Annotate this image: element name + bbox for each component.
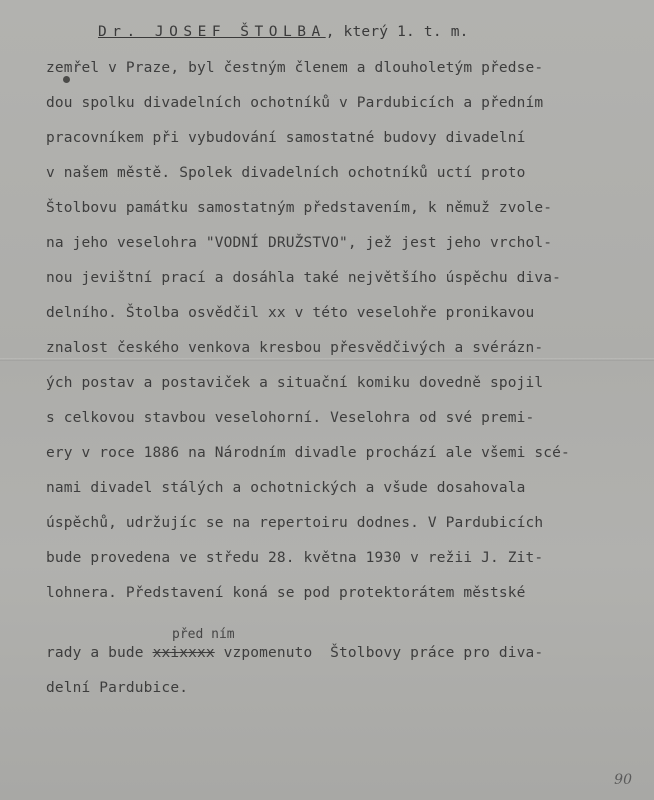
text-line: lohnera. Představení koná se pod protektorátem městské <box>46 585 526 601</box>
text-line: delního. Štolba osvědčil xx v této veselohře pronikavou <box>46 305 535 321</box>
struck-text: xxixxxx <box>152 645 215 661</box>
punch-hole <box>63 76 70 83</box>
text-line-correction <box>46 645 543 661</box>
text-line: ých postav a postaviček a situační komiku dovedně spojil <box>46 375 544 391</box>
text-line: v našem městě. Spolek divadelních ochotníků uctí proto <box>46 165 526 181</box>
text-line: nou jevištní prací a dosáhla také největšího úspěchu diva- <box>46 270 562 286</box>
line-17-end: vzpomenuto Štolbovy práce pro diva- <box>214 645 544 661</box>
document-title <box>98 24 469 40</box>
paper-fold <box>0 358 654 361</box>
text-line: úspěchů, udržujíc se na repertoiru dodnes. V Pardubicích <box>46 515 544 531</box>
text-line: zemřel v Praze, byl čestným členem a dlouholetým předse- <box>46 60 544 76</box>
text-line: pracovníkem při vybudování samostatné budovy divadelní <box>46 130 526 146</box>
title-name: Dr. JOSEF ŠTOLBA <box>98 24 326 40</box>
text-line: bude provedena ve středu 28. května 1930 v režii J. Zit- <box>46 550 544 566</box>
text-line: znalost českého venkova kresbou přesvědčivých a svérázn- <box>46 340 544 356</box>
text-line: Štolbovu památku samostatným představením, k němuž zvole- <box>46 200 553 216</box>
text-line: s celkovou stavbou veselohorní. Veselohra od své premi- <box>46 410 535 426</box>
text-line-last: delní Pardubice. <box>46 680 189 696</box>
text-line: dou spolku divadelních ochotníků v Pardubicích a předním <box>46 95 544 111</box>
text-line: ery v roce 1886 na Národním divadle prochází ale všemi scé- <box>46 445 570 461</box>
handwritten-insert: před ním <box>172 627 235 642</box>
line-17-start: rady a bude <box>46 645 153 661</box>
text-line: nami divadel stálých a ochotnických a všude dosahovala <box>46 480 526 496</box>
title-rest: , který 1. t. m. <box>325 24 469 40</box>
text-line: na jeho veselohra "VODNÍ DRUŽSTVO", jež jest jeho vrchol- <box>46 235 553 251</box>
page-number: 90 <box>614 772 632 788</box>
